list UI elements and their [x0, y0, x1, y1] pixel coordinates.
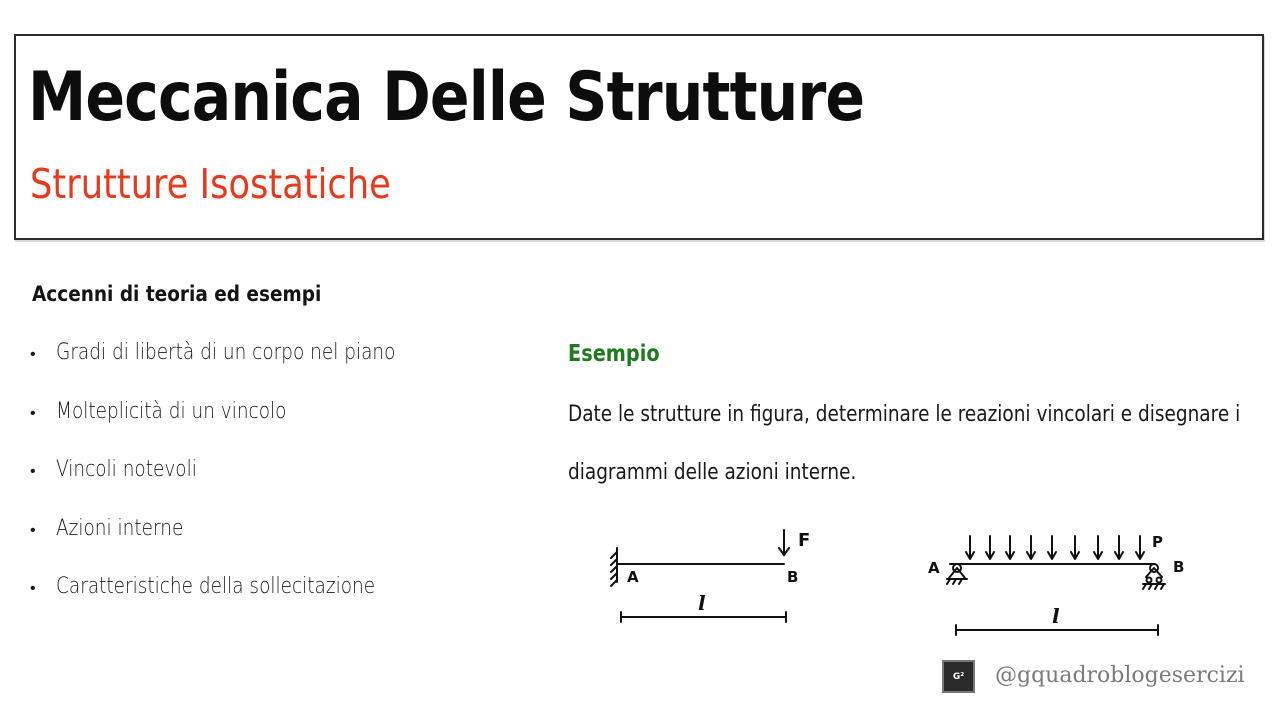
main-title: Meccanica Delle Strutture: [28, 58, 865, 137]
list-item: [30, 340, 460, 399]
brand-logo: [942, 660, 975, 693]
example-heading: Esempio: [568, 341, 660, 367]
topic-text: Molteplicità di un vincolo: [56, 398, 287, 424]
force-arrow-icon: [779, 530, 789, 555]
cantilever-beam-diagram: [600, 524, 820, 628]
bullet-icon: •: [30, 461, 36, 480]
bullet-icon: •: [30, 344, 36, 363]
label-force: F: [798, 530, 811, 551]
bullet-icon: •: [30, 578, 36, 597]
label-b: B: [787, 568, 799, 586]
list-item: [30, 457, 460, 516]
pin-support-icon: [947, 564, 967, 584]
topic-text: Gradi di libertà di un corpo nel piano: [56, 340, 396, 365]
label-a: A: [627, 568, 639, 586]
label-b: B: [1173, 558, 1185, 576]
list-item: [30, 516, 460, 575]
distributed-load-arrows-icon: [966, 536, 1144, 559]
label-length: l: [698, 591, 706, 615]
list-item: [30, 574, 460, 633]
topic-text: Azioni interne: [56, 515, 184, 541]
roller-support-icon: [1143, 564, 1165, 589]
topic-text: Caratteristiche della sollecitazione: [56, 574, 376, 599]
label-load: P: [1152, 533, 1163, 551]
topic-list: [30, 340, 460, 633]
theory-heading: Accenni di teoria ed esempi: [32, 282, 322, 306]
example-text-line-2: diagrammi delle azioni interne.: [568, 460, 857, 485]
brand-logo-text: G²: [952, 671, 965, 682]
simply-supported-beam-diagram: [920, 528, 1200, 642]
bullet-icon: •: [30, 402, 36, 422]
topic-text: Vincoli notevoli: [56, 457, 197, 482]
bullet-icon: •: [30, 519, 36, 539]
subtitle: Strutture Isostatiche: [30, 160, 391, 208]
example-text-line-1: Date le strutture in figura, determinare le reazioni vincolari e disegnare i: [568, 402, 1241, 427]
list-item: [30, 399, 460, 458]
brand-handle: @gquadroblogesercizi: [995, 663, 1245, 688]
label-length: l: [1052, 604, 1060, 628]
label-a: A: [928, 559, 940, 577]
